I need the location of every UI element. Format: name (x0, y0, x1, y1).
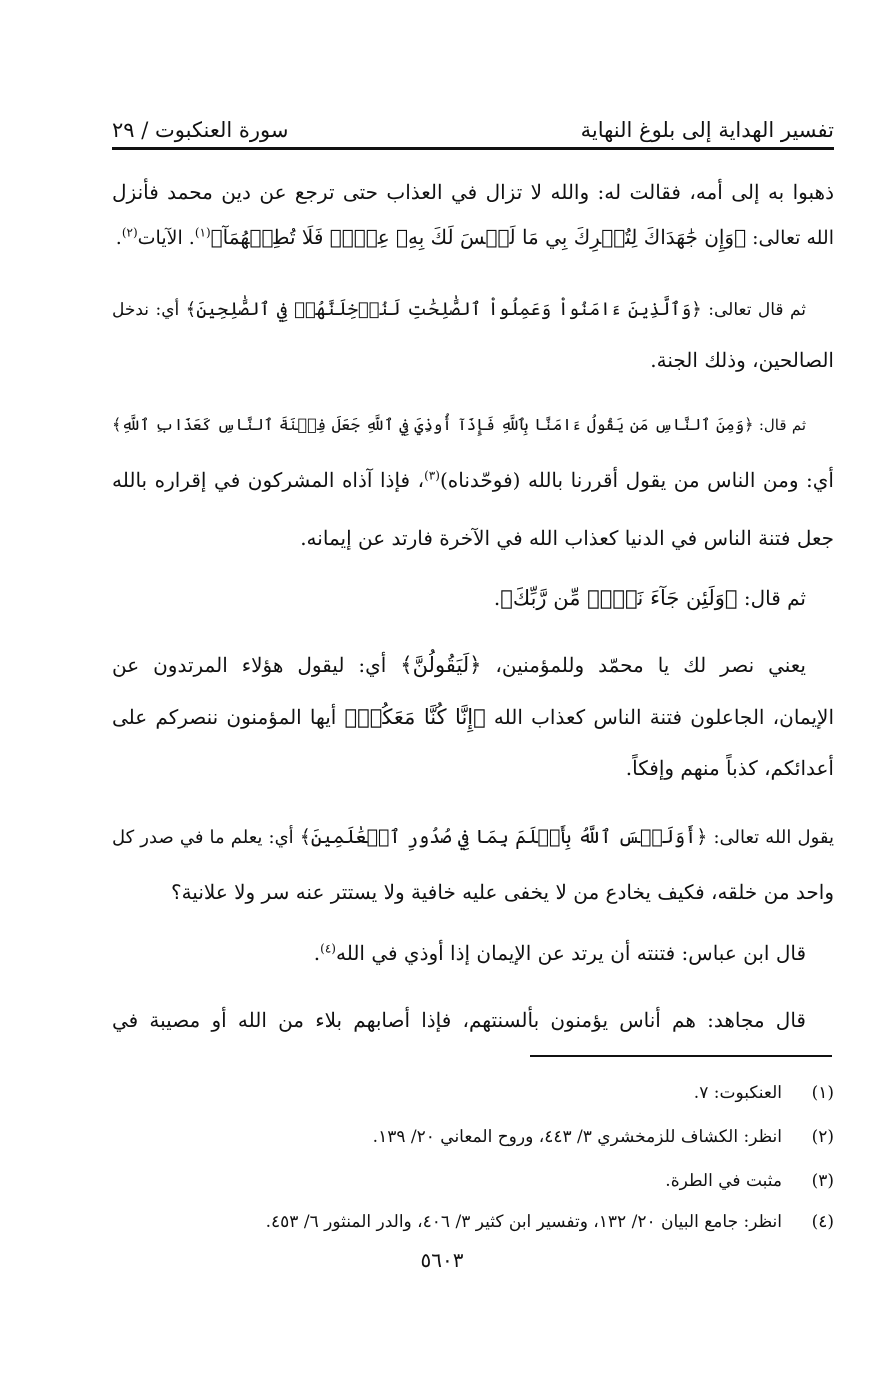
text-line-4 (112, 340, 834, 380)
text-line-9 (112, 645, 834, 685)
footnote-number: (٣) (811, 1171, 834, 1191)
footnote-ref: (٣) (424, 468, 440, 483)
text-line-7 (112, 518, 834, 558)
text-line-15 (112, 1000, 834, 1040)
quran-verse: ﴿وَلَئِن جَآءَ نَصۡرٞ مِّن رَّبِّكَ﴾ (500, 586, 738, 610)
page-number: ٥٦٠٣ (420, 1248, 464, 1272)
text-span: ثم قال: (753, 416, 807, 434)
footnote (112, 1206, 834, 1238)
text-span: يقول الله تعالى: (707, 827, 834, 848)
footnote (112, 1077, 834, 1109)
text-span: . (313, 941, 321, 965)
header-rule (112, 147, 834, 150)
text-span: ، فإذا آذاه المشركون في إقراره بالله (112, 468, 425, 492)
text-span: أيها المؤمنون ننصركم على (112, 705, 345, 729)
text-line-2 (112, 217, 834, 257)
footnote (112, 1165, 834, 1197)
text-span: أي: ومن الناس من يقول أقررنا بالله (فوحّدناه) (439, 468, 834, 492)
text-span: الله تعالى: (746, 227, 834, 249)
text-span: يعني نصر لك يا محمّد وللمؤمنين، (481, 653, 806, 677)
text-span: ثم قال: (737, 586, 806, 610)
footnote-number: (٤) (811, 1212, 834, 1232)
footnote-ref: (٢) (121, 225, 138, 240)
text-line-6 (112, 460, 834, 500)
text-span: . الآيات (137, 227, 195, 249)
text-line-14 (112, 933, 834, 973)
text-line-8 (112, 578, 834, 618)
footnote-text: مثبت في الطرة. (665, 1171, 782, 1191)
text-span: أي: يعلم ما في صدر كل (112, 827, 300, 848)
surah-page-label: سورة العنكبوت / ٢٩ (112, 118, 289, 142)
quran-verse: ﴿وَمِنَ ٱلنَّاسِ مَن يَقُولُ ءَامَنَّا بِٱللَّهِ فَإِذَآ أُوذِيَ فِي ٱللَّهِ جَعَلَ فِتۡنَةَ ٱلنَّاسِ كَعَذَابِ ٱللَّهِ﴾ (112, 415, 754, 434)
text-span: قال ابن عباس: فتنته أن يرتد عن الإيمان إذا أوذي في الله (335, 941, 806, 965)
text-line-11 (112, 748, 834, 788)
quran-verse: ﴿وَإِن جَٰهَدَاكَ لِتُشۡرِكَ بِي مَا لَيۡسَ لَكَ بِهِۦ عِلۡمٞ فَلَا تُطِعۡهُمَآ﴾ (210, 225, 747, 249)
text-line-1 (112, 172, 834, 212)
text-line-3 (112, 290, 834, 330)
footnote-text: انظر: جامع البيان ٢٠/ ١٣٢، وتفسير ابن كثير ٣/ ٤٠٦، والدر المنثور ٦/ ٤٥٣. (265, 1212, 782, 1232)
text-span: ثم قال تعالى: (701, 300, 807, 320)
footnote-number: (٢) (811, 1127, 834, 1147)
running-header (112, 103, 834, 145)
text-span: . (115, 227, 122, 249)
quran-verse: ﴿إِنَّا كُنَّا مَعَكُمۡ﴾ (344, 705, 486, 729)
footnote-number: (١) (811, 1083, 834, 1103)
text-span: قال مجاهد: هم أناس يؤمنون بألسنتهم، فإذا أصابهم بلاء من الله أو مصيبة في (112, 1008, 806, 1032)
footnote-ref: (٤) (320, 941, 336, 956)
text-span: أي: ندخل (112, 300, 186, 320)
text-span: أعدائكم، كذباً منهم وإفكاً. (625, 756, 834, 780)
text-line-13 (112, 872, 834, 912)
text-span: أي: ليقول هؤلاء المرتدون عن (112, 653, 401, 677)
text-span: الإيمان، الجاعلون فتنة الناس كعذاب الله (485, 705, 834, 729)
quran-verse: ﴿وَٱلَّذِينَ ءَامَنُواْ وَعَمِلُواْ ٱلصَّٰلِحَٰتِ لَنُدۡخِلَنَّهُمۡ فِي ٱلصَّٰلِحِينَ﴾ (185, 299, 702, 320)
text-span: واحد من خلقه، فكيف يخادع من لا يخفى عليه خافية ولا يستتر عنه سر ولا علانية؟ (170, 880, 834, 904)
footnote-ref: (١) (194, 225, 211, 240)
quran-verse: ﴿لَيَقُولُنَّ﴾ (400, 653, 482, 677)
book-title: تفسير الهداية إلى بلوغ النهاية (580, 118, 834, 142)
text-span: جعل فتنة الناس في الدنيا كعذاب الله في الآخرة فارتد عن إيمانه. (300, 526, 834, 550)
footnote-separator (530, 1055, 832, 1057)
text-span: الصالحين، وذلك الجنة. (650, 348, 834, 372)
footnote-text: انظر: الكشاف للزمخشري ٣/ ٤٤٣، وروح المعاني ٢٠/ ١٣٩. (372, 1127, 782, 1147)
text-span: ذهبوا به إلى أمه، فقالت له: والله لا تزال في العذاب حتى ترجع عن دين محمد فأنزل (112, 180, 834, 204)
text-line-12 (112, 817, 834, 857)
text-line-10 (112, 697, 834, 737)
text-line-5 (112, 405, 834, 445)
footnote-text: العنكبوت: ٧. (693, 1083, 782, 1103)
footnote (112, 1121, 834, 1153)
text-span: . (493, 586, 501, 610)
quran-verse: ﴿أَوَلَيۡسَ ٱللَّهُ بِأَعۡلَمَ بِمَا فِي صُدُورِ ٱلۡعَٰلَمِينَ﴾ (299, 826, 708, 848)
